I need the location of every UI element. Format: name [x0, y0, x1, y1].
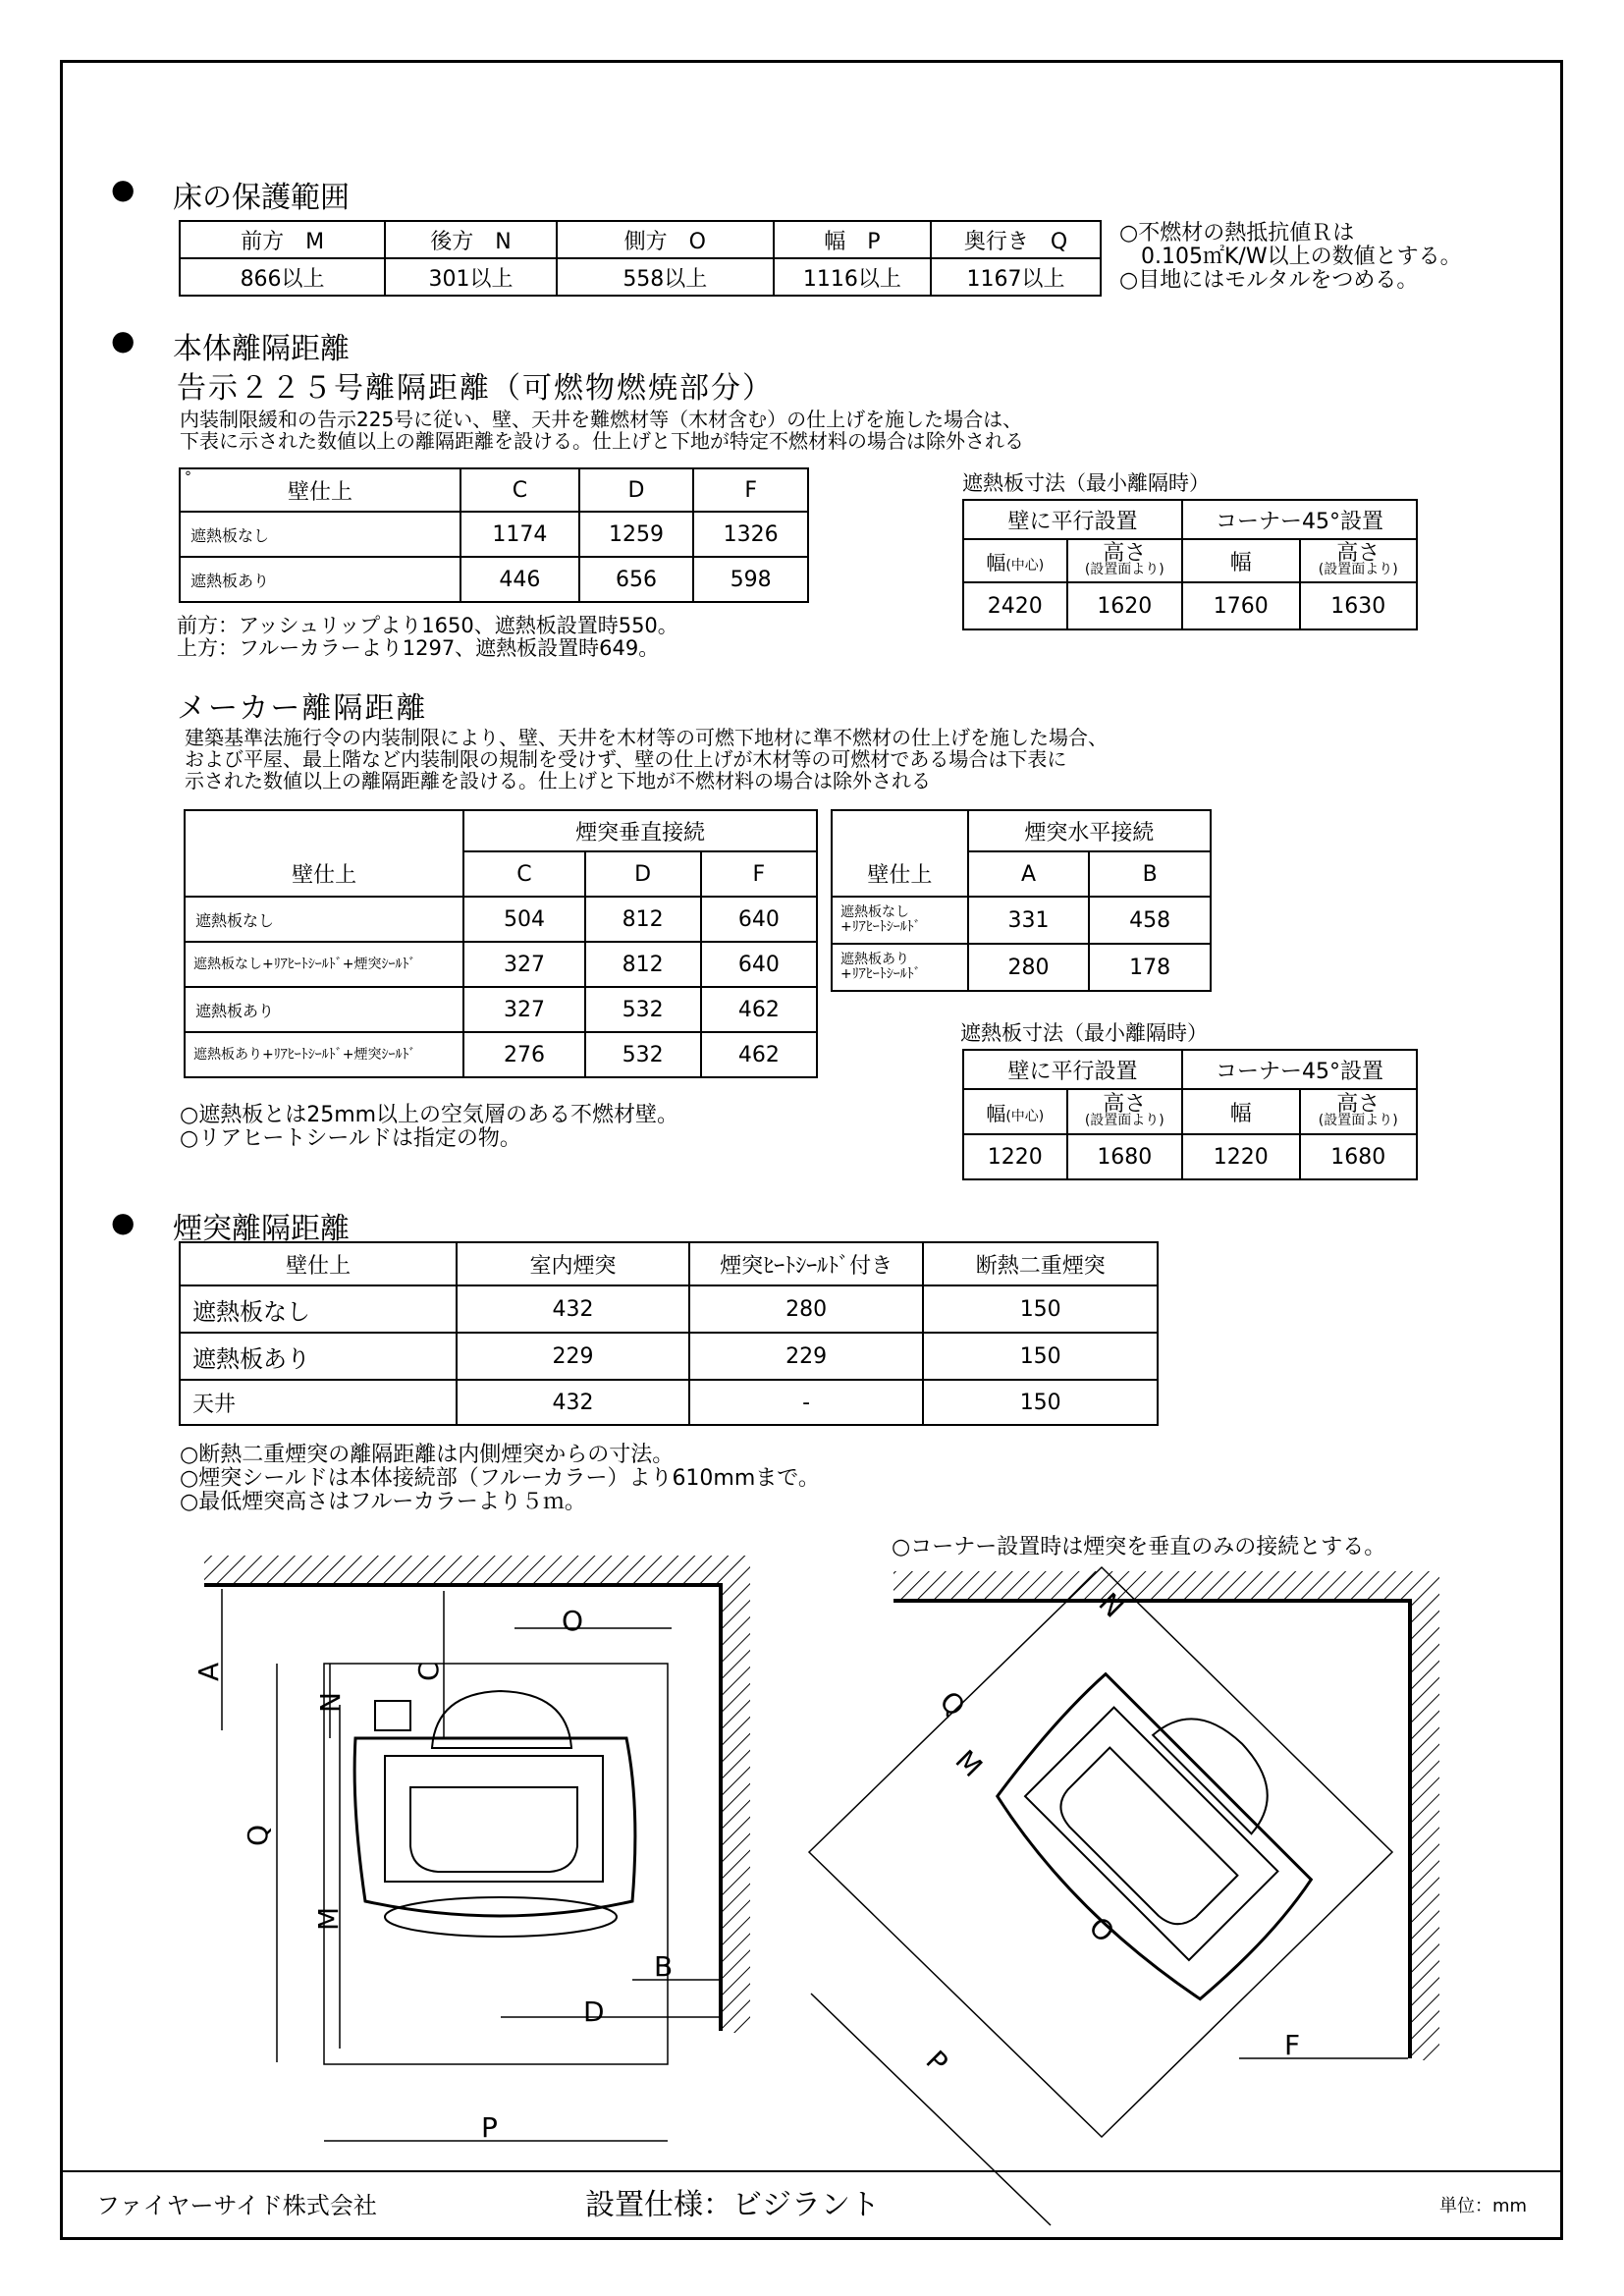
floor-value: 1167以上	[931, 258, 1101, 296]
shield-h-height-label: 高さ	[1103, 1092, 1147, 1117]
dim-label-P-corner: P	[919, 2044, 954, 2079]
maker-cell: 812	[585, 897, 701, 942]
maker-row-label: 遮熱板なし	[185, 897, 463, 942]
footer-title: 設置仕様：ビジラント	[585, 2188, 880, 2222]
maker-cell: 532	[585, 987, 701, 1032]
maker-row-label: 遮熱板あり+ﾘｱﾋｰﾄｼｰﾙﾄﾞ+煙突ｼｰﾙﾄﾞ	[185, 1032, 463, 1077]
floor-heading: 床の保護範囲	[173, 181, 350, 215]
maker-horizontal-header: 煙突水平接続	[968, 810, 1211, 851]
maker-cell: 331	[968, 897, 1090, 944]
chimney-row-label: 遮熱板あり	[180, 1333, 457, 1380]
floor-note: ○不燃材の熱抵抗値Ｒは 0.105㎡K/W以上の数値とする。 ○目地にはモルタルをつめる。	[1119, 221, 1462, 293]
dim-label-N: N	[314, 1692, 347, 1713]
maker-cell: 504	[463, 897, 584, 942]
shield-h-center: (中心)	[1005, 557, 1045, 574]
floor-header: 奥行き Q	[931, 221, 1101, 258]
chimney-cell: 229	[457, 1333, 689, 1380]
shield-value: 1680	[1067, 1134, 1182, 1179]
shield-value: 1680	[1300, 1134, 1418, 1179]
corner-mark: °	[185, 469, 191, 485]
notice-desc: 内装制限緩和の告示225号に従い、壁、天井を難燃材等（木材含む）の仕上げを施した場合は、 下表に示された数値以上の離隔距離を設ける。仕上げと下地が特定不燃材料の場合は除外される	[180, 408, 1024, 453]
maker-vertical-header: 煙突垂直接続	[463, 810, 817, 851]
maker-cell: 812	[585, 942, 701, 987]
footer-unit: 単位：mm	[1439, 2196, 1528, 2216]
shield-h-height-small: (設置面より)	[1318, 1113, 1398, 1128]
shield-group: コーナー45°設置	[1182, 500, 1417, 539]
footer-company: ファイヤーサイド株式会社	[96, 2192, 377, 2219]
shield-h-height-small: (設置面より)	[1084, 1113, 1164, 1128]
maker-note: ○遮熱板とは25mm以上の空気層のある不燃材壁。 ○リアヒートシールドは指定の物。	[180, 1103, 679, 1151]
notice-cell: 656	[579, 557, 694, 602]
shield-title: 遮熱板寸法（最小離隔時）	[960, 1021, 1208, 1045]
dim-label-N-corner: N	[1092, 1586, 1130, 1624]
notice-cell: 446	[460, 557, 579, 602]
dim-label-P: P	[481, 2111, 498, 2144]
dim-label-F: F	[1284, 2029, 1301, 2061]
stove-front	[354, 1691, 635, 1937]
maker-cell: 280	[968, 944, 1090, 991]
maker-desc: 建築基準法施行令の内装制限により、壁、天井を木材等の可燃下地材に準不燃材の仕上げを施した場合、 および平屋、最上階など内装制限の規制を受けず、壁の仕上げが木材等の可燃材である場合は下表に 示された数値以上の離隔距離を設ける。仕上げと下地が不燃材料の場合は除外される	[185, 726, 1108, 793]
floor-value: 558以上	[557, 258, 774, 296]
notice-header-label: 壁仕上	[288, 479, 353, 505]
dim-label-O-corner: O	[1082, 1910, 1121, 1949]
floor-header: 幅 P	[774, 221, 931, 258]
chimney-cell: 432	[457, 1380, 689, 1425]
floor-value: 1116以上	[774, 258, 931, 296]
shield-h-height-small: (設置面より)	[1084, 562, 1164, 577]
chimney-row-label: 遮熱板なし	[180, 1285, 457, 1333]
shield-value: 1220	[963, 1134, 1067, 1179]
shield-title: 遮熱板寸法（最小離隔時）	[962, 471, 1210, 495]
notice-header: C	[460, 468, 579, 512]
dim-label-B: B	[654, 1950, 674, 1983]
floor-value: 301以上	[385, 258, 557, 296]
shield-h-height-small: (設置面より)	[1318, 562, 1398, 577]
floor-value: 866以上	[180, 258, 385, 296]
maker-cell: 458	[1089, 897, 1211, 944]
shield-h-center: (中心)	[1005, 1108, 1045, 1124]
chimney-heading: 煙突離隔距離	[173, 1212, 350, 1246]
maker-cell: 462	[701, 987, 817, 1032]
footer-divider	[60, 2170, 1563, 2172]
shield-h-width2: 幅	[1182, 1089, 1299, 1134]
maker-cell: 327	[463, 942, 584, 987]
shield-group: コーナー45°設置	[1182, 1050, 1417, 1089]
right-dimensions	[811, 1994, 1408, 2225]
shield-h-height-label: 高さ	[1336, 541, 1380, 566]
chimney-notes: ○断熱二重煙突の離隔距離は内側煙突からの寸法。 ○煙突シールドは本体接続部（フルーカラー）より610mmまで。 ○最低煙突高さはフルーカラーより５ｍ。	[180, 1443, 820, 1514]
shield-value: 1630	[1300, 582, 1418, 629]
corner-floor-protection	[809, 1567, 1392, 2137]
maker-col-wall: 壁仕上	[185, 851, 463, 897]
notice-header: D	[579, 468, 694, 512]
dim-label-M-corner: M	[948, 1743, 989, 1784]
maker-col: B	[1089, 851, 1211, 897]
dim-label-O: O	[562, 1605, 584, 1637]
notice-cell: 1259	[579, 512, 694, 557]
bullet: ●	[111, 1206, 135, 1238]
shield-value: 1620	[1067, 582, 1182, 629]
shield-value: 2420	[963, 582, 1067, 629]
shield-h-width-label: 幅	[986, 550, 1006, 574]
chimney-header: 煙突ﾋｰﾄｼｰﾙﾄﾞ付き	[689, 1242, 924, 1285]
notice-footnote: 前方：アッシュリップより1650、遮熱板設置時550。 上方：フルーカラーより1297、遮熱板設置時649。	[177, 614, 678, 660]
maker-row-label: 遮熱板あり	[185, 987, 463, 1032]
chimney-header: 室内煙突	[457, 1242, 689, 1285]
shield-h-height-label: 高さ	[1103, 541, 1147, 566]
maker-row-label: 遮熱板あり +ﾘｱﾋｰﾄｼｰﾙﾄﾞ	[832, 944, 968, 991]
maker-cell: 178	[1089, 944, 1211, 991]
chimney-row-label: 天井	[180, 1380, 457, 1425]
dim-label-A: A	[192, 1662, 225, 1681]
bullet: ●	[111, 324, 135, 356]
maker-row-label: 遮熱板なし+ﾘｱﾋｰﾄｼｰﾙﾄﾞ+煙突ｼｰﾙﾄﾞ	[185, 942, 463, 987]
chimney-cell: 432	[457, 1285, 689, 1333]
maker-col-wall: 壁仕上	[832, 851, 968, 897]
notice-row-label: 遮熱板なし	[180, 512, 460, 557]
dim-label-C: C	[412, 1662, 445, 1681]
notice-cell: 1174	[460, 512, 579, 557]
shield-h-height-label: 高さ	[1336, 1092, 1380, 1117]
notice-header: F	[693, 468, 808, 512]
chimney-cell: 229	[689, 1333, 924, 1380]
maker-col: A	[968, 851, 1090, 897]
bullet: ●	[111, 173, 135, 205]
dim-label-M: M	[312, 1906, 345, 1931]
maker-col: D	[585, 851, 701, 897]
chimney-cell: 280	[689, 1285, 924, 1333]
maker-col: F	[701, 851, 817, 897]
chimney-cell: 150	[923, 1333, 1158, 1380]
maker-title: メーカー離隔距離	[177, 691, 428, 726]
maker-cell: 462	[701, 1032, 817, 1077]
corner-note: ○コーナー設置時は煙突を垂直のみの接続とする。	[892, 1535, 1386, 1559]
floor-header: 後方 N	[385, 221, 557, 258]
dim-label-D: D	[583, 1995, 605, 2028]
chimney-cell: -	[689, 1380, 924, 1425]
notice-cell: 1326	[693, 512, 808, 557]
shield-h-width2: 幅	[1182, 539, 1299, 582]
maker-cell: 276	[463, 1032, 584, 1077]
body-heading: 本体離隔距離	[173, 332, 350, 366]
dim-label-Q-corner: Q	[933, 1684, 972, 1723]
floor-header: 前方 M	[180, 221, 385, 258]
shield-group: 壁に平行設置	[963, 1050, 1182, 1089]
dim-label-Q: Q	[242, 1824, 274, 1846]
notice-row-label: 遮熱板あり	[180, 557, 460, 602]
maker-col: C	[463, 851, 584, 897]
chimney-header: 断熱二重煙突	[923, 1242, 1158, 1285]
maker-cell: 327	[463, 987, 584, 1032]
maker-row-label: 遮熱板なし +ﾘｱﾋｰﾄｼｰﾙﾄﾞ	[832, 897, 968, 944]
right-walls	[893, 1571, 1439, 2060]
maker-cell: 640	[701, 897, 817, 942]
chimney-cell: 150	[923, 1380, 1158, 1425]
floor-header: 側方 O	[557, 221, 774, 258]
shield-group: 壁に平行設置	[963, 500, 1182, 539]
shield-h-width-label: 幅	[986, 1101, 1006, 1125]
maker-cell: 532	[585, 1032, 701, 1077]
chimney-header: 壁仕上	[180, 1242, 457, 1285]
shield-value: 1220	[1182, 1134, 1299, 1179]
shield-value: 1760	[1182, 582, 1299, 629]
stove-corner	[979, 1640, 1350, 2011]
notice-cell: 598	[693, 557, 808, 602]
chimney-cell: 150	[923, 1285, 1158, 1333]
maker-cell: 640	[701, 942, 817, 987]
left-dimensions	[222, 1589, 721, 2141]
notice-title: 告示２２５号離隔距離（可燃物燃焼部分）	[177, 371, 774, 406]
